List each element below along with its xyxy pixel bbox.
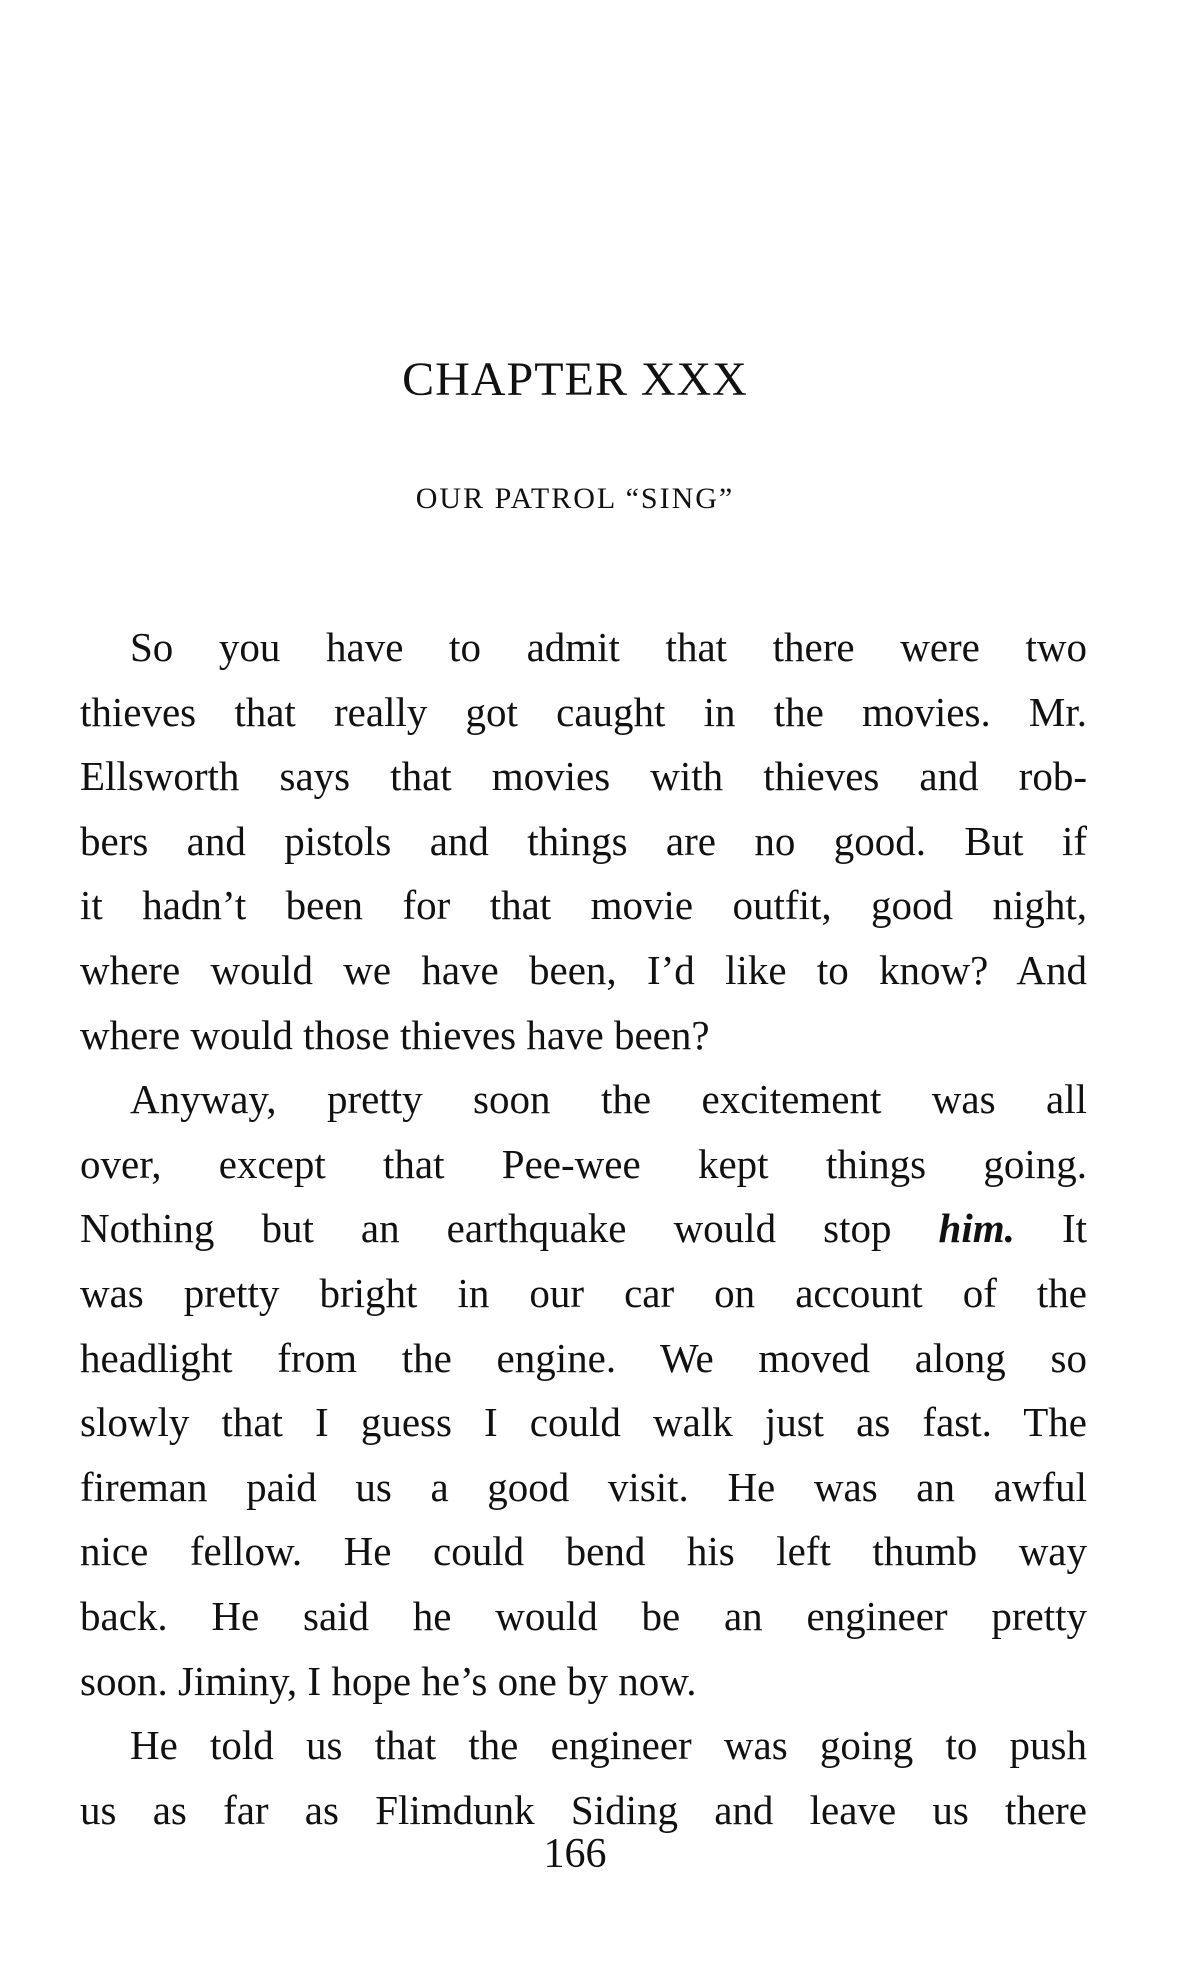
text-segment: It	[1061, 1205, 1087, 1252]
paragraph	[80, 1067, 1087, 1713]
text-line: He told us that the engineer was going to push	[130, 1722, 1087, 1769]
text-line: Anyway, pretty soon the excitement was all	[130, 1076, 1087, 1123]
body-text	[80, 615, 1087, 1842]
text-line	[80, 1196, 1087, 1261]
text-line: it hadn’t been for that movie outfit, good night,	[80, 882, 1087, 929]
chapter-title: CHAPTER XXX	[402, 353, 748, 406]
page-number: 166	[543, 1831, 607, 1877]
text-line: over, except that Pee-wee kept things going.	[80, 1140, 1087, 1187]
text-line: thieves that really got caught in the movies. Mr.	[80, 688, 1087, 735]
text-line: nice fellow. He could bend his left thumb way	[80, 1528, 1087, 1575]
chapter-subtitle: OUR PATROL “SING”	[415, 482, 735, 515]
text-line: us as far as Flimdunk Siding and leave us there	[80, 1786, 1087, 1833]
text-line: soon. Jiminy, I hope he’s one by now.	[80, 1657, 697, 1704]
text-line: headlight from the engine. We moved along so	[80, 1334, 1087, 1381]
paragraph	[80, 615, 1087, 1067]
emphasized-word: him.	[938, 1205, 1015, 1252]
text-line: bers and pistols and things are no good. But if	[80, 817, 1087, 864]
text-line: So you have to admit that there were two	[130, 624, 1087, 670]
text-line: where would we have been, I’d like to know? And	[80, 946, 1087, 993]
text-line: where would those thieves have been?	[80, 1011, 710, 1058]
text-line: slowly that I guess I could walk just as fast. The	[80, 1399, 1087, 1446]
text-line: was pretty bright in our car on account of the	[80, 1269, 1087, 1316]
text-line: fireman paid us a good visit. He was an awful	[80, 1463, 1087, 1510]
text-line: back. He said he would be an engineer pretty	[80, 1592, 1087, 1639]
paragraph	[80, 1713, 1087, 1842]
text-segment: Nothing but an earthquake would stop	[80, 1205, 892, 1252]
text-line: Ellsworth says that movies with thieves and rob-	[80, 753, 1087, 800]
